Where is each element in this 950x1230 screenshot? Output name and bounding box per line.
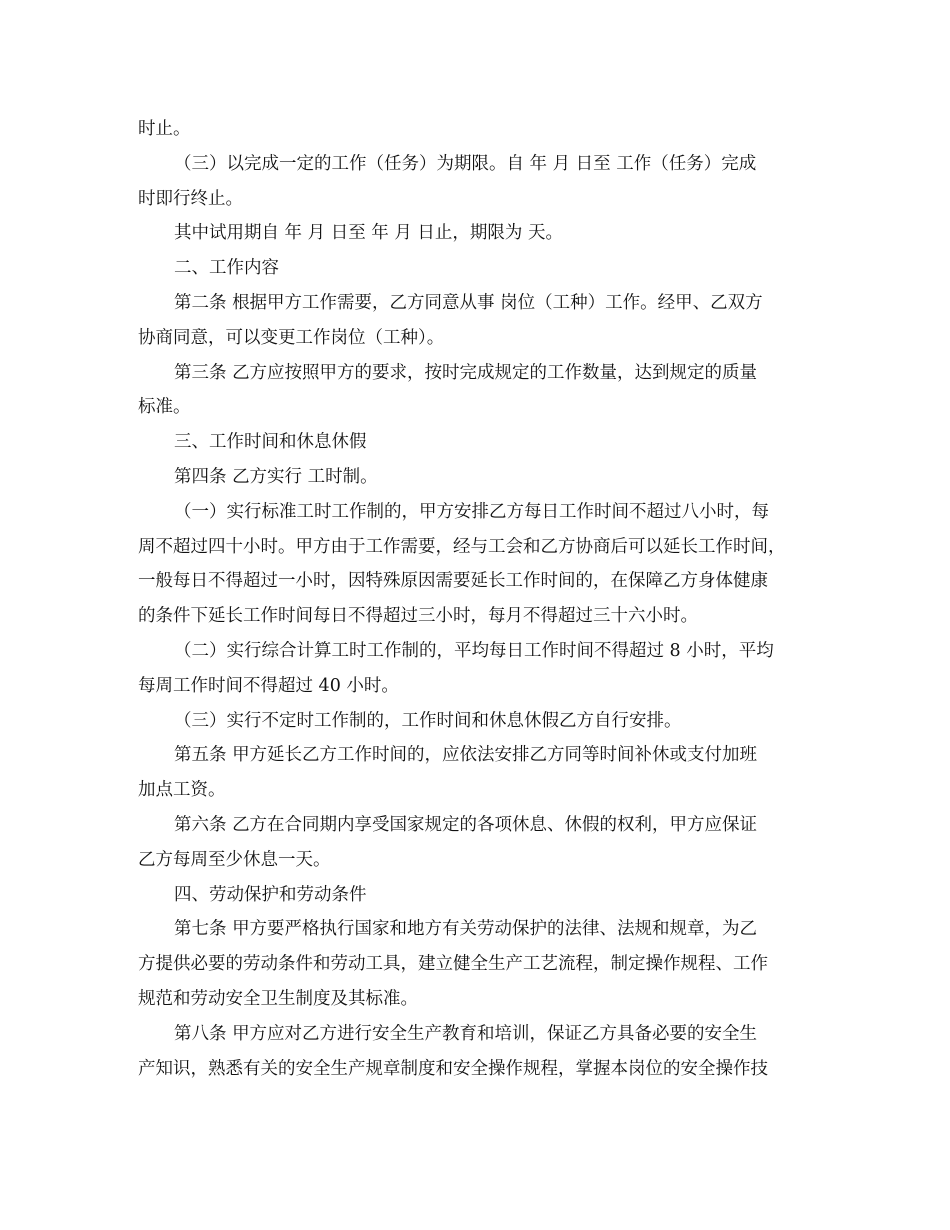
text-line: 的条件下延长工作时间每日不得超过三小时，每月不得超过三十六小时。 (138, 606, 698, 627)
text-line: （三）实行不定时工作制的，工作时间和休息休假乙方自行安排。 (174, 710, 682, 731)
text-line: 时即行终止。 (138, 188, 243, 209)
text-line: （二）实行综合计算工时工作制的，平均每日工作时间不得超过 8 小时，平均 (174, 640, 774, 661)
text-line: 协商同意，可以变更工作岗位（工种）。 (138, 327, 445, 348)
text-line: 四、劳动保护和劳动条件 (174, 884, 367, 905)
text-line: 一般每日不得超过一小时，因特殊原因需要延长工作时间的，在保障乙方身体健康 (138, 571, 768, 592)
text-line: 第八条 甲方应对乙方进行安全生产教育和培训，保证乙方具备必要的安全生 (174, 1023, 758, 1044)
text-line: （一）实行标准工时工作制的，甲方安排乙方每日工作时间不超过八小时，每 (174, 501, 769, 522)
text-line: 方提供必要的劳动条件和劳动工具，建立健全生产工艺流程，制定操作规程、工作 (138, 954, 768, 975)
text-line: 二、工作内容 (174, 258, 279, 279)
text-line: 第四条 乙方实行 工时制。 (174, 466, 378, 487)
text-line: 加点工资。 (138, 780, 226, 801)
text-line: 每周工作时间不得超过 40 小时。 (138, 675, 399, 696)
text-line: 第三条 乙方应按照甲方的要求，按时完成规定的工作数量，达到规定的质量 (174, 362, 758, 383)
document-body (138, 112, 814, 1086)
text-line: 其中试用期自 年 月 日至 年 月 日止，期限为 天。 (174, 223, 563, 244)
text-line: 第二条 根据甲方工作需要，乙方同意从事 岗位（工种）工作。经甲、乙双方 (174, 292, 763, 313)
text-line: 产知识，熟悉有关的安全生产规章制度和安全操作规程，掌握本岗位的安全操作技 (138, 1058, 768, 1079)
text-line: 乙方每周至少休息一天。 (138, 849, 331, 870)
text-line: 标准。 (138, 397, 191, 418)
text-line: 第五条 甲方延长乙方工作时间的，应依法安排乙方同等时间补休或支付加班 (174, 745, 758, 766)
text-line: 时止。 (138, 119, 191, 139)
text-line: 三、工作时间和休息休假 (174, 432, 367, 453)
text-line: 规范和劳动安全卫生制度及其标准。 (138, 988, 418, 1009)
text-line: 第六条 乙方在合同期内享受国家规定的各项休息、休假的权利，甲方应保证 (174, 814, 758, 835)
text-line: 第七条 甲方要严格执行国家和地方有关劳动保护的法律、法规和规章，为乙 (174, 919, 758, 940)
text-line: （三）以完成一定的工作（任务）为期限。自 年 月 日至 工作（任务）完成 (174, 153, 757, 174)
text-line: 周不超过四十小时。甲方由于工作需要，经与工会和乙方协商后可以延长工作时间， (138, 536, 786, 557)
